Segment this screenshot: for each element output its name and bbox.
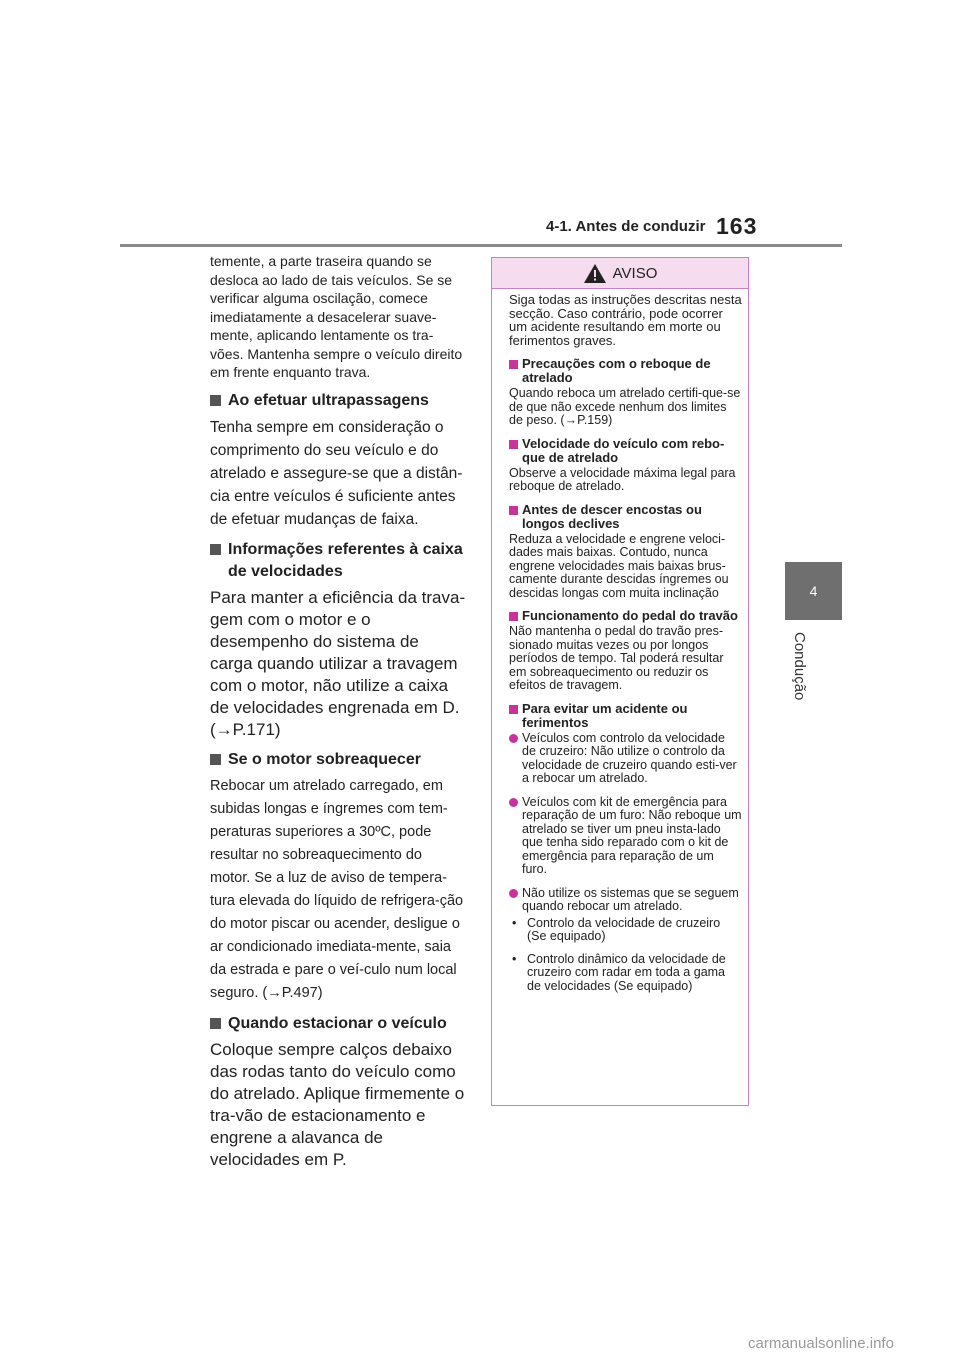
section-heading — [210, 749, 466, 771]
warning-bullet-text: Veículos com controlo da velocidade de cruzeiro: Não utilize o controlo da velocidade de cruzeiro quando esti-ver a rebocar um atrelado. — [522, 730, 737, 785]
warning-triangle-icon — [583, 263, 607, 284]
circle-bullet-icon — [509, 889, 518, 898]
warning-item-text: Não mantenha o pedal do travão pres-sionado muitas vezes ou por longos períodos de tempo. Tal poderá resultar em sobreaquecimento ou reduzir os efeitos de travagem. — [509, 624, 724, 692]
left-column — [210, 252, 466, 1171]
heading-text: Quando estacionar o veículo — [228, 1014, 447, 1032]
warning-item-heading-text: Velocidade do veículo com rebo-que de atrelado — [522, 435, 725, 465]
warning-sub-bullet — [512, 953, 742, 994]
warning-item-text: Reduza a velocidade e engrene veloci-dades mais baixas. Contudo, nunca engrene velocidades mais baixas brus-camente durante descidas íngremes ou descidas longas com muita inclinação — [509, 531, 729, 600]
square-bullet-icon — [509, 506, 518, 515]
warning-box — [491, 257, 749, 1106]
warning-item-heading — [509, 609, 742, 623]
warning-bullet — [509, 732, 742, 786]
section-heading — [210, 390, 466, 412]
warning-item-heading-text: Antes de descer encostas ou longos declives — [522, 501, 702, 531]
warning-sub-bullet-text: Controlo dinâmico da velocidade de cruzeiro com radar em toda a gama de velocidades (Se equipado) — [527, 951, 726, 993]
warning-sub-bullet — [512, 917, 742, 944]
section-title: 4-1. Antes de conduzir — [546, 218, 706, 235]
chapter-label: Condução — [791, 632, 808, 701]
section-text: Tenha sempre em consideração o comprimento do seu veículo e do atrelado e assegure-se que a distân-cia entre veículos é suficiente antes de efetuar mudanças de faixa. — [210, 418, 463, 528]
warning-bullet-text: Veículos com kit de emergência para reparação de um furo: Não reboque um atrelado se tiver um pneu insta-lado que tenha sido reparado com o kit de emergência para reparação de um furo. — [522, 794, 742, 876]
warning-item-text: Quando reboca um atrelado certifi-que-se de que não excede nenhum dos limites de peso. (→P.159) — [509, 386, 741, 427]
square-bullet-icon — [509, 360, 518, 369]
circle-bullet-icon — [509, 734, 518, 743]
warning-sub-bullet-text: Controlo da velocidade de cruzeiro (Se equipado) — [527, 915, 721, 943]
section-heading — [210, 539, 466, 583]
warning-item-heading-text: Para evitar um acidente ou ferimentos — [522, 700, 688, 730]
square-bullet-icon — [509, 705, 518, 714]
section-text: Coloque sempre calços debaixo das rodas tanto do veículo como do atrelado. Aplique firmemente o tra-vão de estacionamento e engrene a alavanca de velocidades em P. — [210, 1039, 465, 1169]
square-bullet-icon — [509, 612, 518, 621]
continuation-text: temente, a parte traseira quando se desloca ao lado de tais veículos. Se se verificar alguma oscilação, comece imediatamente a desacelerar suave-mente, aplicando lentamente os tra-vões. Mantenha sempre o veículo direito em frente enquanto trava. — [210, 253, 463, 380]
warning-body — [492, 289, 748, 993]
small-dot-icon: • — [512, 915, 517, 930]
warning-intro: Siga todas as instruções descritas nesta secção. Caso contrário, pode ocorrer um acidente resultando em morte ou ferimentos graves. — [509, 292, 742, 348]
chapter-tab — [785, 562, 842, 620]
warning-header — [492, 258, 748, 289]
header-rule — [120, 244, 842, 247]
footer-watermark: carmanualsonline.info — [748, 1335, 894, 1352]
warning-item-heading-text: Precauções com o reboque de atrelado — [522, 356, 711, 385]
square-bullet-icon — [210, 754, 221, 765]
page-number: 163 — [716, 213, 758, 239]
heading-text: Informações referentes à caixa de velocidades — [228, 540, 463, 580]
square-bullet-icon — [210, 544, 221, 555]
chapter-number: 4 — [809, 583, 818, 599]
warning-item-heading — [509, 503, 742, 531]
section-text: Rebocar um atrelado carregado, em subidas longas e íngremes com tem-peraturas superiores a 30ºC, pode resultar no sobreaquecimento do motor. Se a luz de aviso de tempera-tura elevada do líquido de refrigera-ção do motor piscar ou acender, desligue o ar condicionado imediata-mente, saia da estrada e pare o veí-culo num local seguro. (→P.497) — [210, 777, 464, 1001]
warning-item-text: Observe a velocidade máxima legal para reboque de atrelado. — [509, 465, 736, 493]
warning-item-heading — [509, 357, 742, 385]
warning-bullet — [509, 796, 742, 877]
warning-item-heading — [509, 437, 742, 465]
small-dot-icon: • — [512, 951, 517, 966]
warning-title: AVISO — [612, 264, 658, 282]
section-text: Para manter a eficiência da trava-gem com o motor e o desempenho do sistema de carga quando utilizar a travagem com o motor, não utilize a caixa de velocidades engrenada em D. (→P.171) — [210, 587, 466, 739]
warning-item-heading — [509, 702, 742, 730]
section-heading — [210, 1013, 466, 1035]
warning-item-heading-text: Funcionamento do pedal do travão — [522, 608, 738, 623]
warning-bullet — [509, 887, 742, 914]
square-bullet-icon — [509, 440, 518, 449]
square-bullet-icon — [210, 395, 221, 406]
heading-text: Ao efetuar ultrapassagens — [228, 391, 429, 409]
heading-text: Se o motor sobreaquecer — [228, 750, 421, 768]
square-bullet-icon — [210, 1018, 221, 1029]
circle-bullet-icon — [509, 798, 518, 807]
warning-bullet-text: Não utilize os sistemas que se seguem quando rebocar um atrelado. — [522, 885, 739, 913]
